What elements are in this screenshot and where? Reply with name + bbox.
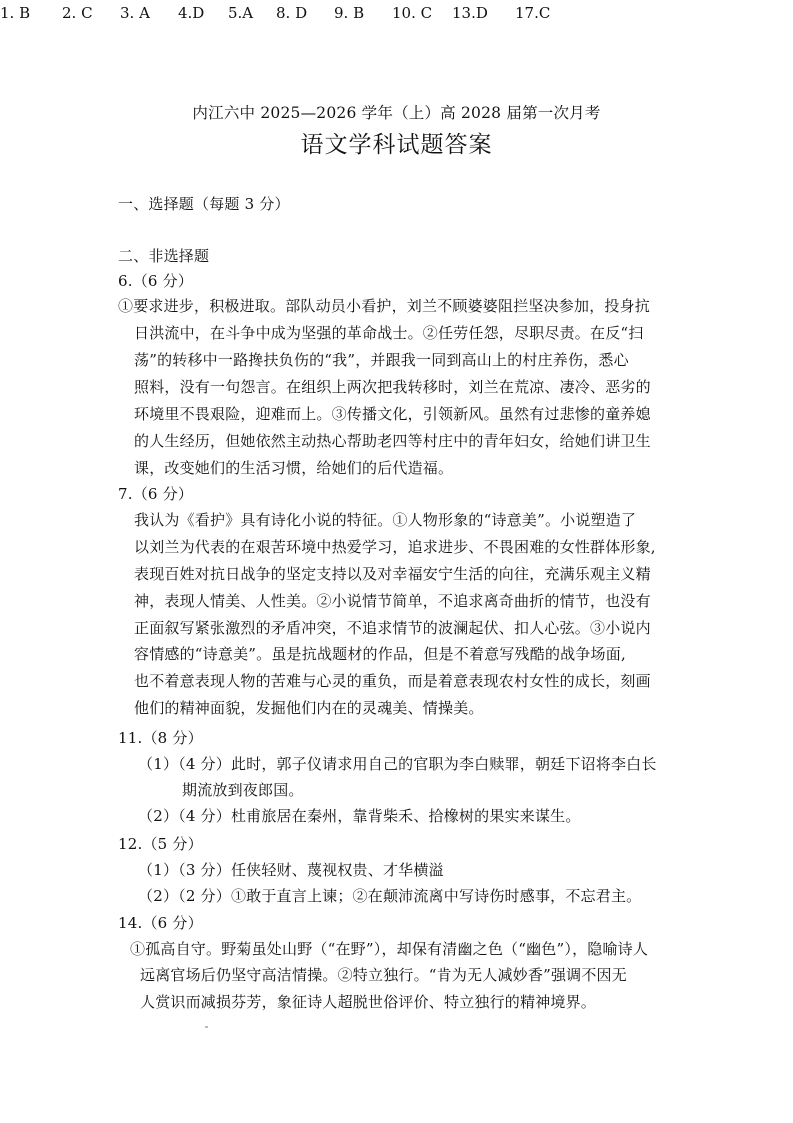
q12-line: （2）（2 分）①敢于直言上谏；②在颠沛流离中写诗伤时感事，不忘君主。 xyxy=(138,887,642,905)
q11-line: （1）（4 分）此时，郭子仪请求用自己的官职为李白赎罪，朝廷下诏将李白长 xyxy=(138,755,657,773)
choice-answer: 1. B xyxy=(0,4,31,22)
choice-answer: 17.C xyxy=(515,4,551,22)
q14-line: 远离官场后仍坚守高洁情操。②特立独行。“肯为无人减妙香”强调不因无 xyxy=(140,966,627,984)
q6-line: 环境里不畏艰险，迎难而上。③传播文化，引领新风。虽然有过悲惨的童养媳 xyxy=(134,405,651,423)
choice-answer: 9. B xyxy=(334,4,365,22)
q7-label: 7.（6 分） xyxy=(118,485,194,503)
q7-line: 容情感的“诗意美”。虽是抗战题材的作品，但是不着意写残酷的战争场面, xyxy=(134,645,626,663)
q6-line: 荡”的转移中一路搀扶负伤的“我”，并跟我一同到高山上的村庄养伤，悉心 xyxy=(134,351,629,369)
q14-line: ①孤高自守。野菊虽处山野（“在野”），却保有清幽之色（“幽色”），隐喻诗人 xyxy=(130,940,649,958)
q7-line: 表现百姓对抗日战争的坚定支持以及对幸福安宁生活的向往，充满乐观主义精 xyxy=(134,565,651,583)
q14-line: 人赏识而减损芬芳，象征诗人超脱世俗评价、特立独行的精神境界。 xyxy=(140,993,597,1011)
choice-answer: 3. A xyxy=(120,4,150,22)
section1-heading: 一、选择题（每题 3 分） xyxy=(118,195,290,213)
scan-speck xyxy=(205,1026,208,1028)
q11-line: 期流放到夜郎国。 xyxy=(182,781,304,799)
q6-line: 课，改变她们的生活习惯，给她们的后代造福。 xyxy=(134,459,454,477)
q6-line: ①要求进步，积极进取。部队动员小看护，刘兰不顾婆婆阻拦坚决参加，投身抗 xyxy=(118,297,651,315)
q6-line: 日洪流中，在斗争中成为坚强的革命战士。②任劳任怨，尽职尽责。在反“扫 xyxy=(134,324,644,342)
q7-line: 正面叙写紧张激烈的矛盾冲突，不追求情节的波澜起伏、扣人心弦。③小说内 xyxy=(134,619,651,637)
choice-answer: 10. C xyxy=(392,4,433,22)
q7-line: 也不着意表现人物的苦难与心灵的重负，而是着意表现农村女性的成长，刻画 xyxy=(134,672,651,690)
q11-line: （2）（4 分）杜甫旅居在秦州，靠背柴禾、拾橡树的果实来谋生。 xyxy=(138,807,581,825)
section2-heading: 二、非选择题 xyxy=(118,247,210,265)
page-title: 语文学科试题答案 xyxy=(300,132,493,158)
q14-label: 14.（6 分） xyxy=(118,914,203,932)
q6-label: 6.（6 分） xyxy=(118,272,194,290)
q12-line: （1）（3 分）任侠轻财、蔑视权贵、才华横溢 xyxy=(138,861,444,879)
choice-answer: 5.A xyxy=(228,4,254,22)
choice-answer: 8. D xyxy=(276,4,308,22)
q7-line: 神，表现人情美、人性美。②小说情节简单，不追求离奇曲折的情节，也没有 xyxy=(134,592,651,610)
q6-line: 照料，没有一句怨言。在组织上两次把我转移时，刘兰在荒凉、凄冷、恶劣的 xyxy=(134,378,651,396)
q6-line: 的人生经历，但她依然主动热心帮助老四等村庄中的青年妇女，给她们讲卫生 xyxy=(134,432,651,450)
choice-answer: 2. C xyxy=(62,4,93,22)
q7-line: 我认为《看护》具有诗化小说的特征。①人物形象的“诗意美”。小说塑造了 xyxy=(134,511,637,529)
q7-line: 以刘兰为代表的在艰苦环境中热爱学习，追求进步、不畏困难的女性群体形象, xyxy=(134,538,656,556)
q12-label: 12.（5 分） xyxy=(118,835,203,853)
q7-line: 他们的精神面貌，发掘他们内在的灵魂美、情操美。 xyxy=(134,699,484,717)
q11-label: 11.（8 分） xyxy=(118,729,203,747)
choice-answer: 13.D xyxy=(452,4,488,22)
exam-name: 内江六中 2025—2026 学年（上）高 2028 届第一次月考 xyxy=(192,104,601,122)
choice-answer: 4.D xyxy=(178,4,205,22)
choice-answers-row xyxy=(0,0,560,26)
